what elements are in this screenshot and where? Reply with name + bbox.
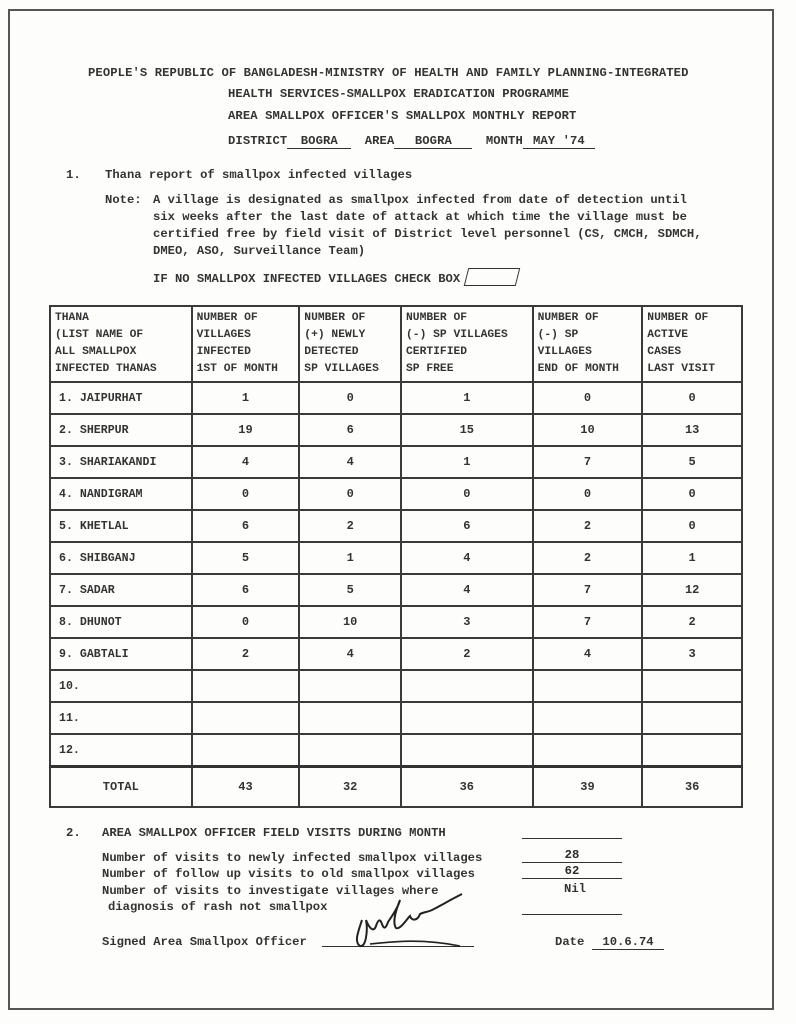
value-cell: 4 xyxy=(533,638,643,670)
month-field[interactable]: MAY '74 xyxy=(523,134,595,149)
value-cell: 0 xyxy=(192,606,300,638)
value-cell: 0 xyxy=(533,382,643,414)
note-line: DMEO, ASO, Surveillance Team) xyxy=(153,244,366,258)
value-cell: 5 xyxy=(299,574,401,606)
value-cell xyxy=(401,670,533,702)
value-cell: 19 xyxy=(192,414,300,446)
date-field[interactable]: 10.6.74 xyxy=(592,935,664,950)
signed-label: Signed Area Smallpox Officer xyxy=(102,935,307,949)
thana-name-cell: 2. SHERPUR xyxy=(50,414,192,446)
value-cell: 1 xyxy=(299,542,401,574)
section2-title: AREA SMALLPOX OFFICER FIELD VISITS DURING MONTH xyxy=(102,826,446,840)
visit-item-value[interactable]: 28 xyxy=(522,848,622,863)
value-cell: 3 xyxy=(401,606,533,638)
section2-title-line xyxy=(522,826,622,839)
value-cell xyxy=(299,702,401,734)
total-cell: 36 xyxy=(401,767,533,808)
section2-number: 2. xyxy=(66,826,81,840)
table-row xyxy=(50,606,742,638)
section1-title: Thana report of smallpox infected villages xyxy=(105,168,413,182)
visit-item-line xyxy=(522,902,622,915)
value-cell xyxy=(299,734,401,767)
value-cell: 0 xyxy=(401,478,533,510)
total-cell: 32 xyxy=(299,767,401,808)
value-cell xyxy=(533,670,643,702)
report-meta-line xyxy=(228,134,595,149)
value-cell: 7 xyxy=(533,574,643,606)
table-row xyxy=(50,638,742,670)
value-cell: 15 xyxy=(401,414,533,446)
value-cell xyxy=(533,734,643,767)
value-cell: 2 xyxy=(192,638,300,670)
value-cell: 5 xyxy=(192,542,300,574)
value-cell: 0 xyxy=(642,382,742,414)
value-cell: 6 xyxy=(192,510,300,542)
header-infected-1st: NUMBER OF VILLAGES INFECTED 1ST OF MONTH xyxy=(192,306,300,382)
table-row xyxy=(50,414,742,446)
date-label: Date xyxy=(555,935,585,949)
visit-item-value[interactable]: 62 xyxy=(522,864,622,879)
no-infection-checkbox-row xyxy=(153,268,518,286)
thana-name-cell: 6. SHIBGANJ xyxy=(50,542,192,574)
value-cell: 2 xyxy=(299,510,401,542)
table-row xyxy=(50,734,742,767)
value-cell: 12 xyxy=(642,574,742,606)
thana-name-cell: 8. DHUNOT xyxy=(50,606,192,638)
value-cell: 6 xyxy=(192,574,300,606)
table-row xyxy=(50,574,742,606)
thana-name-cell: 5. KHETLAL xyxy=(50,510,192,542)
value-cell: 4 xyxy=(192,446,300,478)
table-row xyxy=(50,478,742,510)
value-cell: 4 xyxy=(401,574,533,606)
value-cell: 1 xyxy=(401,382,533,414)
value-cell: 2 xyxy=(642,606,742,638)
header-line-2: HEALTH SERVICES-SMALLPOX ERADICATION PROGRAMME xyxy=(228,87,570,101)
value-cell: 1 xyxy=(642,542,742,574)
value-cell xyxy=(642,670,742,702)
total-cell: 39 xyxy=(533,767,643,808)
header-end-of-month: NUMBER OF (-) SP VILLAGES END OF MONTH xyxy=(533,306,643,382)
note-line: six weeks after the last date of attack at which time the village must be xyxy=(153,210,687,224)
value-cell: 6 xyxy=(299,414,401,446)
header-certified-free: NUMBER OF (-) SP VILLAGES CERTIFIED SP FREE xyxy=(401,306,533,382)
value-cell: 4 xyxy=(299,446,401,478)
value-cell xyxy=(533,702,643,734)
table-row xyxy=(50,702,742,734)
district-label: DISTRICT xyxy=(228,134,288,148)
value-cell xyxy=(642,702,742,734)
district-field[interactable]: BOGRA xyxy=(287,134,351,149)
value-cell: 0 xyxy=(299,382,401,414)
value-cell: 10 xyxy=(533,414,643,446)
total-cell: 36 xyxy=(642,767,742,808)
table-row xyxy=(50,382,742,414)
thana-name-cell: 11. xyxy=(50,702,192,734)
header-thana: THANA (LIST NAME OF ALL SMALLPOX INFECTED THANAS xyxy=(50,306,192,382)
value-cell: 4 xyxy=(401,542,533,574)
section1-number: 1. xyxy=(66,168,81,182)
table-row xyxy=(50,446,742,478)
thana-name-cell: 7. SADAR xyxy=(50,574,192,606)
signature-icon xyxy=(340,880,500,955)
value-cell: 1 xyxy=(192,382,300,414)
value-cell: 2 xyxy=(533,510,643,542)
total-row xyxy=(50,767,742,808)
thana-report-table xyxy=(49,305,743,808)
value-cell xyxy=(192,670,300,702)
visit-item-label: Number of follow up visits to old smallpox villages xyxy=(102,867,475,881)
thana-name-cell: 1. JAIPURHAT xyxy=(50,382,192,414)
table-row xyxy=(50,542,742,574)
table-header-row xyxy=(50,306,742,382)
total-cell: 43 xyxy=(192,767,300,808)
value-cell xyxy=(401,702,533,734)
visit-item-label-cont: diagnosis of rash not smallpox xyxy=(108,900,328,914)
value-cell: 2 xyxy=(533,542,643,574)
value-cell: 0 xyxy=(192,478,300,510)
checkbox-label: IF NO SMALLPOX INFECTED VILLAGES CHECK BOX xyxy=(153,272,461,286)
total-label: TOTAL xyxy=(50,767,192,808)
note-line: A village is designated as smallpox infected from date of detection until xyxy=(153,193,687,207)
value-cell: 7 xyxy=(533,606,643,638)
note-label: Note: xyxy=(105,193,142,207)
value-cell: 5 xyxy=(642,446,742,478)
area-label: AREA xyxy=(364,134,395,148)
table-row xyxy=(50,510,742,542)
value-cell xyxy=(642,734,742,767)
thana-name-cell: 3. SHARIAKANDI xyxy=(50,446,192,478)
value-cell xyxy=(192,734,300,767)
note-line: certified free by field visit of District level personnel (CS, CMCH, SDMCH, xyxy=(153,227,702,241)
value-cell: 13 xyxy=(642,414,742,446)
thana-name-cell: 4. NANDIGRAM xyxy=(50,478,192,510)
header-line-1: PEOPLE'S REPUBLIC OF BANGLADESH-MINISTRY OF HEALTH AND FAMILY PLANNING-INTEGRATED xyxy=(88,66,689,80)
value-cell: 7 xyxy=(533,446,643,478)
report-title: AREA SMALLPOX OFFICER'S SMALLPOX MONTHLY REPORT xyxy=(228,109,577,123)
value-cell: 1 xyxy=(401,446,533,478)
value-cell xyxy=(299,670,401,702)
value-cell: 10 xyxy=(299,606,401,638)
thana-name-cell: 12. xyxy=(50,734,192,767)
value-cell: 0 xyxy=(642,510,742,542)
value-cell: 0 xyxy=(642,478,742,510)
visit-item-label: Number of visits to investigate villages where xyxy=(102,884,439,898)
thana-name-cell: 9. GABTALI xyxy=(50,638,192,670)
thana-name-cell: 10. xyxy=(50,670,192,702)
no-infection-checkbox[interactable] xyxy=(464,268,520,286)
header-newly-detected: NUMBER OF (+) NEWLY DETECTED SP VILLAGES xyxy=(299,306,401,382)
value-cell: 0 xyxy=(299,478,401,510)
value-cell xyxy=(401,734,533,767)
header-active-cases: NUMBER OF ACTIVE CASES LAST VISIT xyxy=(642,306,742,382)
area-field[interactable]: BOGRA xyxy=(394,134,472,149)
value-cell: 3 xyxy=(642,638,742,670)
month-label: MONTH xyxy=(485,134,523,148)
table-row xyxy=(50,670,742,702)
value-cell: 0 xyxy=(533,478,643,510)
value-cell: 4 xyxy=(299,638,401,670)
value-cell: 6 xyxy=(401,510,533,542)
visit-item-value[interactable]: Nil xyxy=(564,882,586,896)
value-cell: 2 xyxy=(401,638,533,670)
value-cell xyxy=(192,702,300,734)
visit-item-label: Number of visits to newly infected smallpox villages xyxy=(102,851,483,865)
